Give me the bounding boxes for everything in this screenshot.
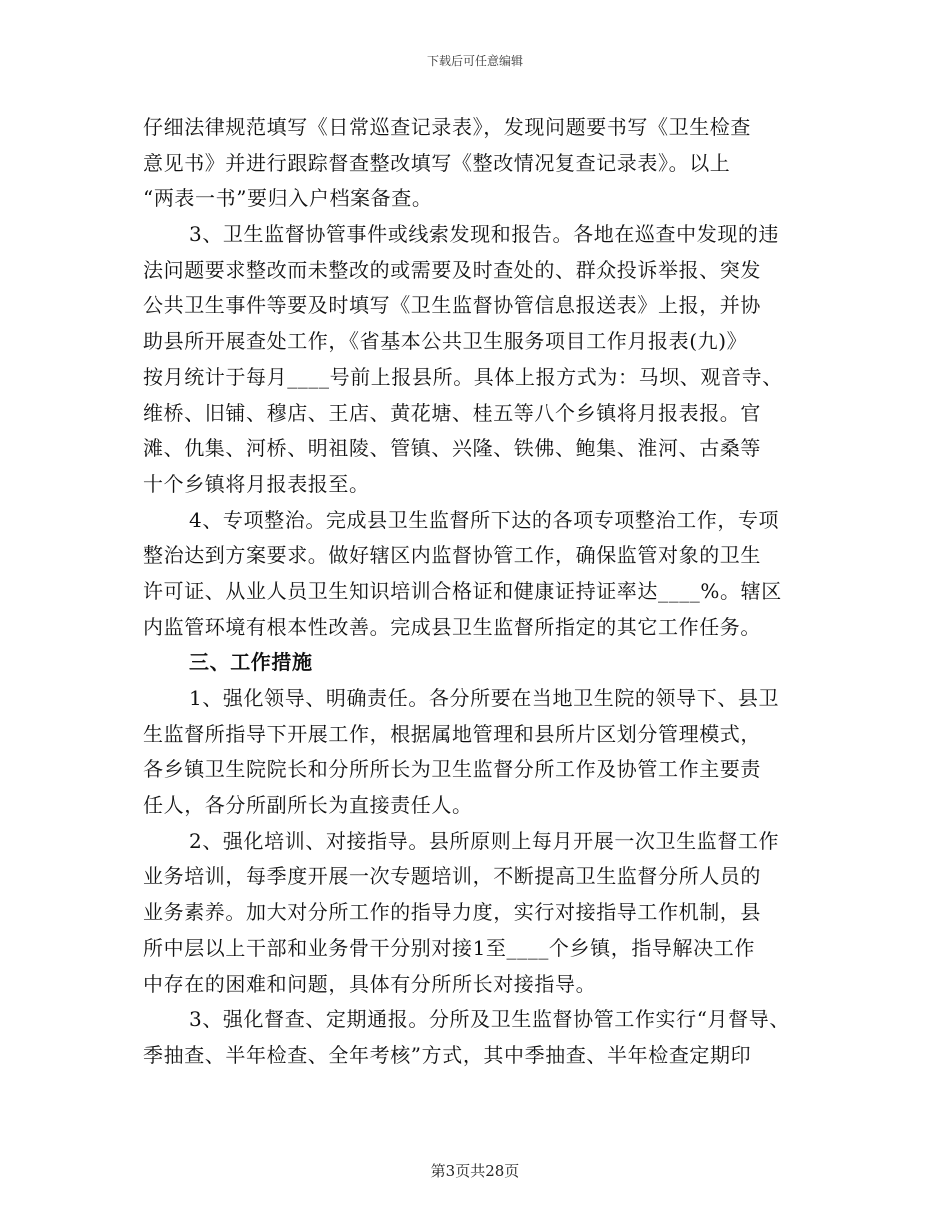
body-line: 所中层以上干部和业务骨干分别对接1至____个乡镇，指导解决工作 — [143, 935, 755, 960]
page-number: 第3页共28页 — [430, 1162, 520, 1180]
paragraph-start-line: 2、强化培训、对接指导。县所原则上每月开展一次卫生监督工作 — [189, 828, 780, 853]
document-body — [143, 110, 813, 1074]
body-line: 生监督所指导下开展工作，根据属地管理和县所片区划分管理模式， — [143, 721, 761, 746]
body-line: 各乡镇卫生院院长和分所所长为卫生监督分所工作及协管工作主要责 — [143, 757, 761, 782]
body-line: 十个乡镇将月报表报至。 — [143, 471, 370, 496]
paragraph-start-line: 3、强化督查、定期通报。分所及卫生监督协管工作实行“月督导、 — [189, 1007, 790, 1032]
body-line: 维桥、旧铺、穆店、王店、黄花塘、桂五等八个乡镇将月报表报。官 — [143, 400, 761, 425]
body-line: 业务培训，每季度开展一次专题培训，不断提高卫生监督分所人员的 — [143, 864, 761, 889]
body-line: 滩、仇集、河桥、明祖陵、管镇、兴隆、铁佛、鲍集、淮河、古桑等 — [143, 436, 761, 461]
body-line: 意见书》并进行跟踪督查整改填写《整改情况复查记录表》。以上 — [143, 150, 731, 175]
body-line: 业务素养。加大对分所工作的指导力度，实行对接指导工作机制，县 — [143, 900, 761, 925]
body-line: 整治达到方案要求。做好辖区内监督协管工作，确保监管对象的卫生 — [143, 543, 761, 568]
body-line: 助县所开展查处工作，《省基本公共卫生服务项目工作月报表(九)》 — [143, 329, 748, 354]
body-line: 仔细法律规范填写《日常巡查记录表》，发现问题要书写《卫生检查 — [143, 115, 751, 139]
paragraph-start-line: 1、强化领导、明确责任。各分所要在当地卫生院的领导下、县卫 — [189, 686, 780, 710]
body-line: “两表一书”要归入户档案备查。 — [143, 186, 433, 211]
section-heading: 三、工作措施 — [189, 650, 313, 675]
paragraph-start-line: 4、专项整治。完成县卫生监督所下达的各项专项整治工作，专项 — [189, 507, 780, 532]
paragraph-start-line: 3、卫生监督协管事件或线索发现和报告。各地在巡查中发现的违 — [189, 222, 780, 247]
body-line: 许可证、从业人员卫生知识培训合格证和健康证持证率达____%。辖区 — [143, 578, 782, 603]
body-line: 按月统计于每月____号前上报县所。具体上报方式为：马坝、观音寺、 — [143, 364, 783, 389]
body-line: 任人，各分所副所长为直接责任人。 — [143, 793, 473, 818]
body-line: 法问题要求整改而未整改的或需要及时查处的、群众投诉举报、突发 — [143, 257, 761, 282]
body-line: 内监管环境有根本性改善。完成县卫生监督所指定的其它工作任务。 — [143, 614, 761, 639]
body-line: 季抽查、半年检查、全年考核”方式，其中季抽查、半年检查定期印 — [143, 1042, 752, 1067]
body-line: 公共卫生事件等要及时填写《卫生监督协管信息报送表》上报，并协 — [143, 293, 761, 318]
page-header-note: 下载后可任意编辑 — [426, 54, 523, 68]
body-line: 中存在的困难和问题，具体有分所所长对接指导。 — [143, 971, 597, 996]
